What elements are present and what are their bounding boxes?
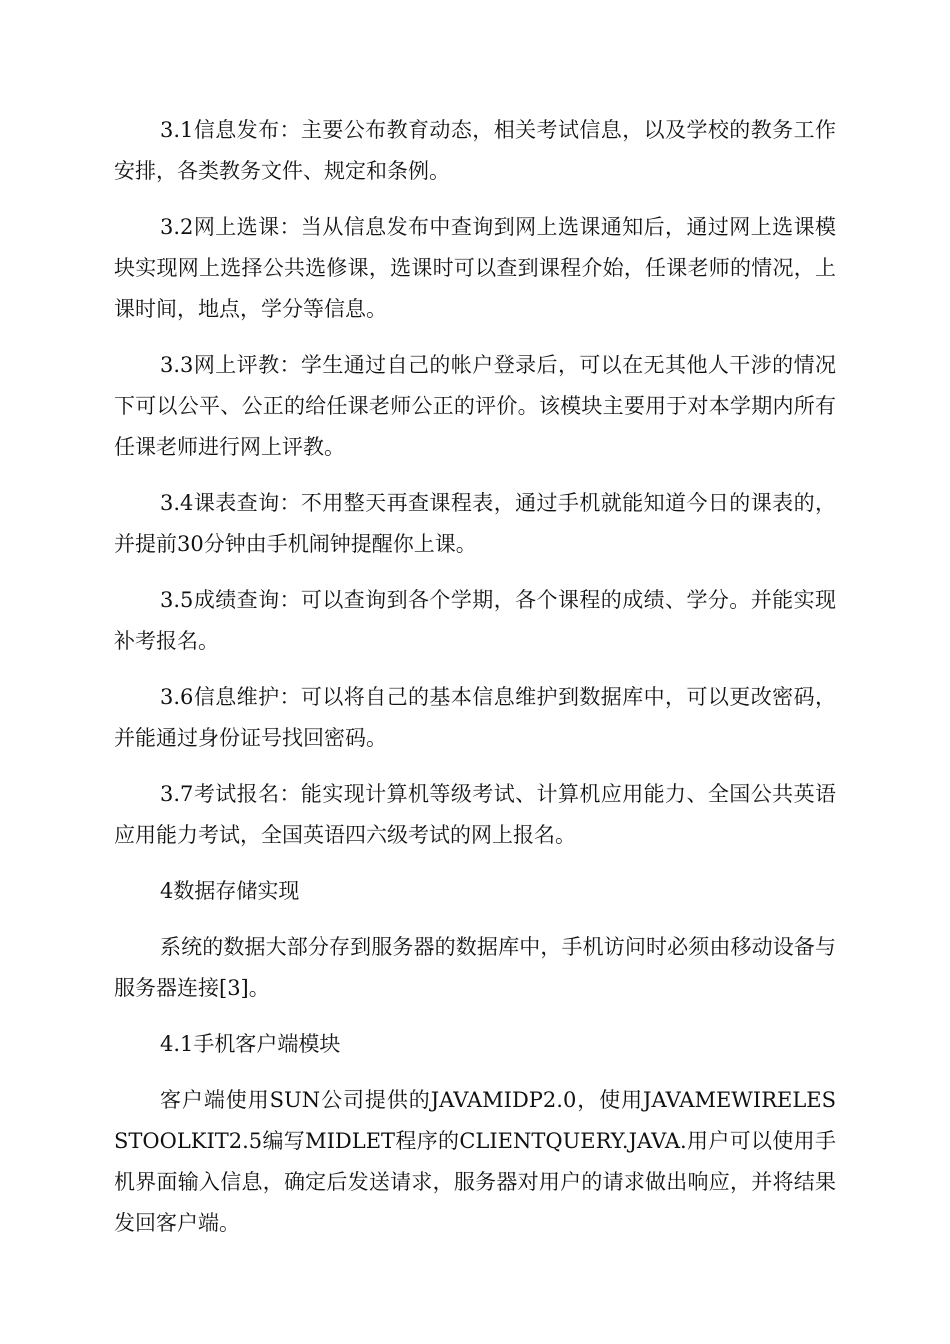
paragraph-3-3: 3.3网上评教：学生通过自己的帐户登录后，可以在无其他人干涉的情况下可以公平、公正的给任课老师公正的评价。该模块主要用于对本学期内所有任课老师进行网上评教。 [114,353,836,459]
document-page [114,110,836,1259]
section-heading-4-1: 4.1手机客户端模块 [160,1032,341,1056]
paragraph-3-5: 3.5成绩查询：可以查询到各个学期，各个课程的成绩、学分。并能实现补考报名。 [114,588,836,653]
paragraph-4-1: 客户端使用SUN公司提供的JAVAMIDP2.0，使用JAVAMEWIRELESSTOOLKIT2.5编写MIDLET程序的CLIENTQUERY.JAVA.用户可以使用手机界面输入信息，确定后发送请求，服务器对用户的请求做出响应，并将结果发回客户端。 [114,1088,836,1235]
paragraph-3-6: 3.6信息维护：可以将自己的基本信息维护到数据库中，可以更改密码，并能通过身份证号找回密码。 [114,685,836,750]
paragraph-3-1: 3.1信息发布：主要公布教育动态，相关考试信息，以及学校的教务工作安排，各类教务文件、规定和条例。 [114,118,836,183]
section-heading-4: 4数据存储实现 [160,879,300,903]
paragraph-3-2: 3.2网上选课：当从信息发布中查询到网上选课通知后，通过网上选课模块实现网上选择公共选修课，选课时可以查到课程介始，任课老师的情况，上课时间，地点，学分等信息。 [114,215,836,321]
paragraph-4-intro: 系统的数据大部分存到服务器的数据库中，手机访问时必须由移动设备与服务器连接[3]。 [114,935,836,1000]
paragraph-3-7: 3.7考试报名：能实现计算机等级考试、计算机应用能力、全国公共英语应用能力考试，全国英语四六级考试的网上报名。 [114,782,836,847]
paragraph-3-4: 3.4课表查询：不用整天再查课程表，通过手机就能知道今日的课表的，并提前30分钟由手机闹钟提醒你上课。 [114,491,836,556]
